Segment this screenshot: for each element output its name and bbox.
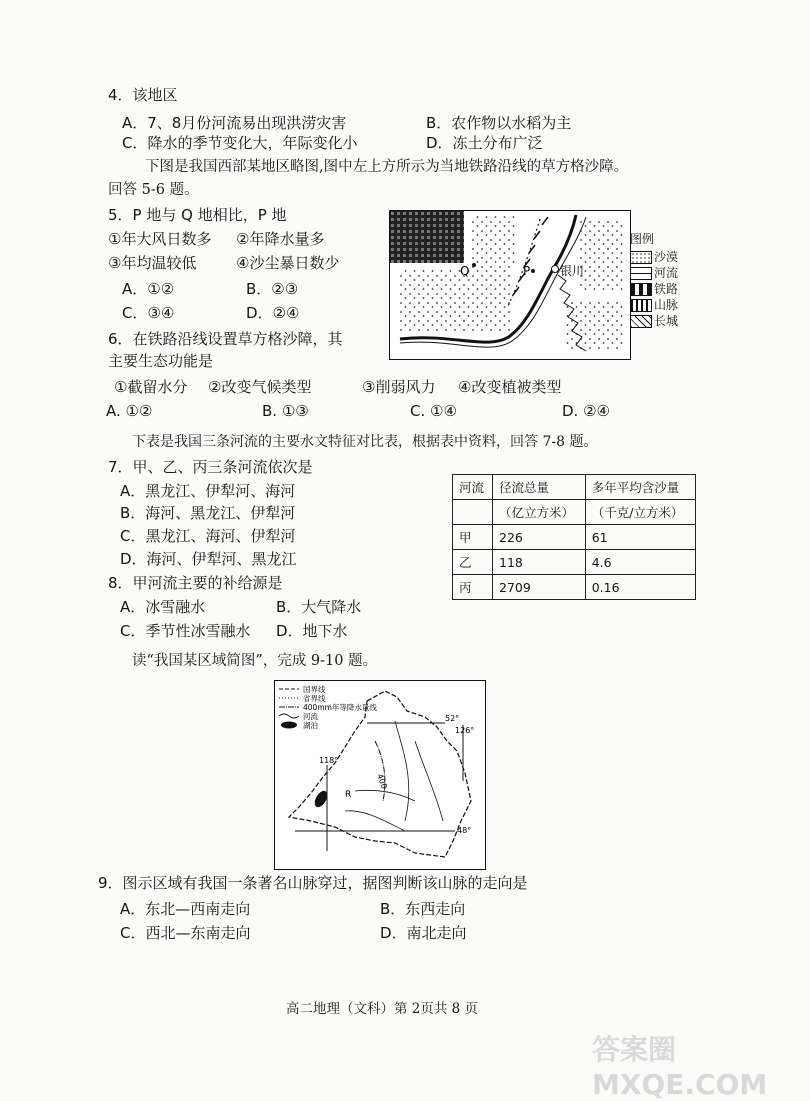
q6-statement-1: ①截留水分 <box>114 378 188 396</box>
runoff-value: 2709 <box>493 575 586 600</box>
legend-desert <box>630 250 678 264</box>
intro-9-10: 读“我国某区域简图”，完成 9-10 题。 <box>132 653 378 669</box>
river-legend-icon <box>630 267 652 280</box>
yinchuan-region-map <box>389 210 631 360</box>
table-row <box>453 525 696 550</box>
q6-statement-2: ②改变气候类型 <box>208 378 312 396</box>
legend-mountain-label: 山脉 <box>654 298 679 312</box>
mountain-hachures <box>513 217 548 295</box>
runoff-value: 226 <box>493 525 586 550</box>
river-name: 甲 <box>453 525 493 550</box>
legend-desert-label: 沙漠 <box>654 250 679 264</box>
intro-7-8: 下表是我国三条河流的主要水文特征对比表，根据表中资料，回答 7-8 题。 <box>132 434 598 450</box>
sediment-value: 0.16 <box>585 575 695 600</box>
q9-stem: 9．图示区域有我国一条著名山脉穿过，据图判断该山脉的走向是 <box>98 874 528 892</box>
legend-great-wall-label: 长城 <box>654 314 679 328</box>
legend-river <box>630 266 678 280</box>
unit-sediment: （千克/立方米） <box>585 500 695 525</box>
desert-legend-icon <box>630 251 652 264</box>
lat-48-label: 48° <box>457 826 472 835</box>
q6-option-d: D. ②④ <box>562 402 610 420</box>
legend-river-label: 河流 <box>654 266 679 280</box>
q6-stem: 6．在铁路沿线设置草方格沙障，其 <box>108 330 343 348</box>
great-wall-legend-icon <box>630 315 652 328</box>
intro-5-6-line2: 回答 5-6 题。 <box>108 182 199 198</box>
region-map-drawing <box>275 681 485 869</box>
mountain-legend-icon <box>630 299 652 312</box>
legend-mountain <box>630 298 678 312</box>
q6-stem-line2: 主要生态功能是 <box>108 352 214 370</box>
table-row <box>453 550 696 575</box>
legend-title: 图例 <box>630 232 655 246</box>
page-footer: 高二地理（文科）第 2页共 8 页 <box>286 1001 479 1017</box>
legend-isohyet-label: 400mm年等降水量线 <box>303 703 377 712</box>
desert-area-northeast <box>580 221 625 291</box>
table-header-row <box>453 475 696 500</box>
r-point-label: R <box>345 790 352 800</box>
table-row <box>453 575 696 600</box>
legend-lake-label: 湖泊 <box>303 721 318 730</box>
q8-option-d: D．地下水 <box>276 622 348 640</box>
q7-option-d: D．海河、伊犁河、黑龙江 <box>120 550 297 568</box>
q4-option-a: A．7、8月份河流易出现洪涝灾害 <box>122 114 347 132</box>
q5-option-a: A．①② <box>122 280 175 298</box>
railway-legend-icon <box>630 283 652 296</box>
legend-province-label: 省界线 <box>303 694 326 703</box>
q8-option-a: A．冰雪融水 <box>120 598 206 616</box>
q5-stem: 5．P 地与 Q 地相比，P 地 <box>108 206 287 224</box>
q6-option-b: B. ①③ <box>262 402 309 420</box>
q4-option-c: C．降水的季节变化大，年际变化小 <box>122 134 358 152</box>
q9-option-b: B．东西走向 <box>380 900 466 918</box>
p-point-marker <box>531 269 535 273</box>
q5-statement-3: ③年均温较低 <box>108 254 197 272</box>
q5-option-d: D．②④ <box>246 304 300 322</box>
q4-option-d: D．冻土分布广泛 <box>426 134 543 152</box>
header-sediment-label: 多年平均含沙量 <box>591 480 680 495</box>
legend-railway-label: 铁路 <box>654 282 679 296</box>
q5-statement-4: ④沙尘暴日数少 <box>236 254 340 272</box>
desert-area-west <box>400 269 510 331</box>
region-sketch-map <box>274 680 486 870</box>
legend-river-line <box>279 714 299 718</box>
header-river: 河流 <box>453 475 493 500</box>
q7-option-c: C．黑龙江、海河、伊犁河 <box>120 527 296 545</box>
q9-option-c: C．西北—东南走向 <box>120 924 251 942</box>
header-runoff-label: 径流总量 <box>499 480 550 495</box>
q5-option-c: C．③④ <box>122 304 175 322</box>
legend-border-label: 国界线 <box>303 685 326 694</box>
legend-railway <box>630 282 678 296</box>
yinchuan-map-drawing <box>390 211 630 359</box>
header-sediment <box>585 475 695 500</box>
q7-option-a: A．黑龙江、伊犁河、海河 <box>120 482 296 500</box>
river-name: 乙 <box>453 550 493 575</box>
lon-126-label: 126° <box>455 726 475 735</box>
lon-118-label: 118° <box>319 756 339 765</box>
q7-option-b: B．海河、黑龙江、伊犁河 <box>120 504 296 522</box>
q5-statement-2: ②年降水量多 <box>236 230 325 248</box>
q6-statement-3: ③削弱风力 <box>362 378 436 396</box>
legend-lake-icon <box>281 722 297 729</box>
sediment-value: 61 <box>585 525 695 550</box>
q-label: Q <box>460 264 470 278</box>
legend-river-label: 河流 <box>303 712 318 721</box>
q9-option-d: D．南北走向 <box>380 924 467 942</box>
sediment-value: 4.6 <box>585 550 695 575</box>
unit-runoff: （亿立方米） <box>493 500 586 525</box>
q7-stem: 7．甲、乙、丙三条河流依次是 <box>108 458 313 476</box>
yinchuan-label: 银川 <box>560 264 585 278</box>
q4-option-b: B．农作物以水稻为主 <box>426 114 572 132</box>
intro-5-6: 下图是我国西部某地区略图,图中左上方所示为当地铁路沿线的草方格沙障。 <box>145 159 629 175</box>
yinchuan-city-marker <box>552 266 559 273</box>
grass-checkerboard-inset <box>390 211 464 263</box>
q6-option-a: A. ①② <box>106 402 153 420</box>
unit-blank <box>453 500 493 525</box>
rivers <box>345 721 443 831</box>
runoff-value: 118 <box>493 550 586 575</box>
isohyet-value-label: 400 <box>375 772 389 791</box>
p-label: P <box>523 264 531 278</box>
lat-52-label: 52° <box>445 714 460 723</box>
q8-option-b: B．大气降水 <box>276 598 362 616</box>
q5-statement-1: ①年大风日数多 <box>108 230 212 248</box>
q4-stem: 4．该地区 <box>108 86 178 104</box>
site-watermark: 答案圈 MXQE.COM <box>592 1033 768 1101</box>
header-runoff <box>493 475 586 500</box>
q6-statement-4: ④改变植被类型 <box>458 378 562 396</box>
q8-stem: 8．甲河流主要的补给源是 <box>108 574 283 592</box>
isohyet-400 <box>375 741 385 801</box>
river-name: 丙 <box>453 575 493 600</box>
q-point-marker <box>472 263 476 267</box>
desert-area-north <box>470 215 515 270</box>
river-hydrology-table <box>452 474 696 600</box>
q8-option-c: C．季节性冰雪融水 <box>120 622 251 640</box>
q9-option-a: A．东北—西南走向 <box>120 900 251 918</box>
q6-option-c: C. ①④ <box>410 402 457 420</box>
q5-option-b: B．②③ <box>246 280 299 298</box>
legend-great-wall <box>630 314 678 328</box>
table-unit-row <box>453 500 696 525</box>
